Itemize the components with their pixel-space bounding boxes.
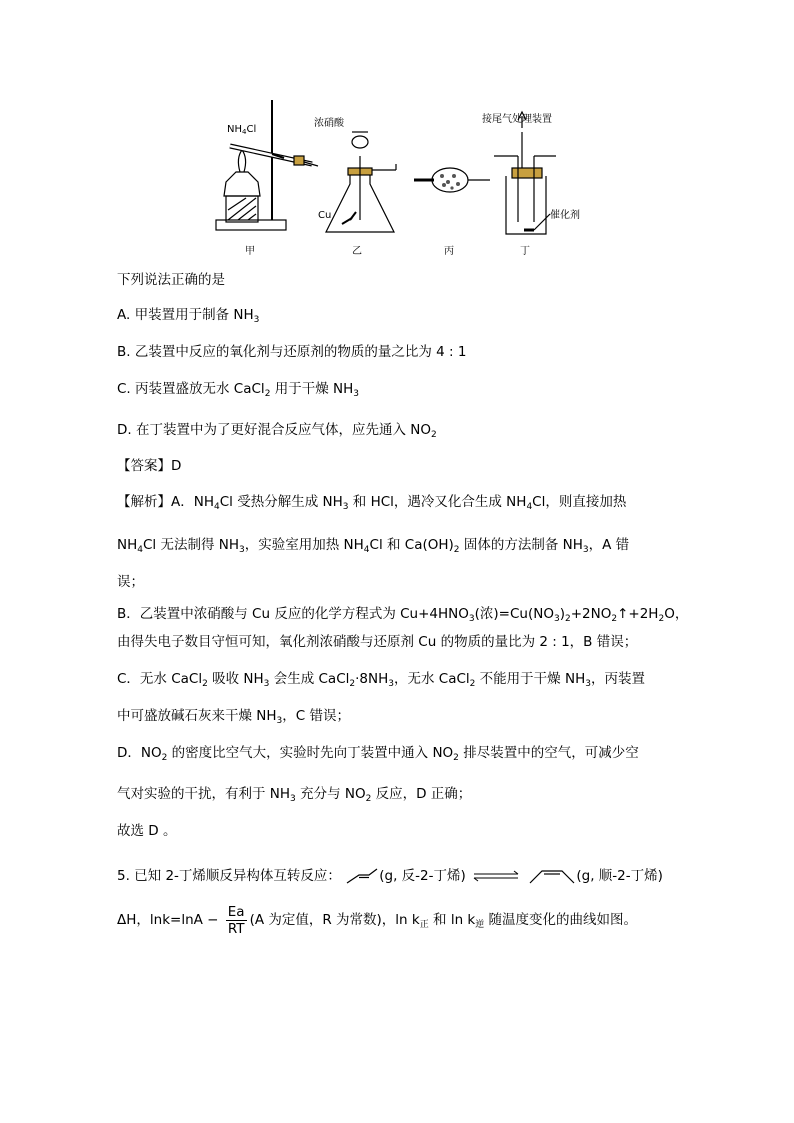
- analysis-line-3: 误；: [117, 574, 144, 590]
- flame: [238, 150, 245, 172]
- q5-end: 随温度变化的曲线如图。: [484, 912, 638, 928]
- label-exhaust: 接尾气处理装置: [482, 114, 552, 125]
- trans-butene-structure: [345, 867, 379, 885]
- analysis-line-6: C．无水 CaCl$_2$ 吸收 $NH_3$ 会生成 $CaCl_2\cdot 8NH_3$，无水 CaCl$_2$ 不能用于干燥 $NH_3$，丙装置: [117, 671, 645, 689]
- q5-rest: (A 为定值，R 为常数)，ln k: [249, 912, 420, 928]
- fraction-denominator: RT: [227, 920, 245, 937]
- option-d: [117, 420, 437, 440]
- ea-rt-fraction: [226, 904, 247, 937]
- k-forward-sub: 正: [419, 920, 429, 930]
- label-nitric: 浓硝酸: [314, 118, 344, 129]
- answer-value: D: [171, 458, 182, 474]
- analysis-head: 【解析】A．: [117, 494, 194, 510]
- alcohol-lamp: [224, 172, 260, 196]
- stopper: [294, 156, 304, 165]
- option-c-mid: 用于干燥 NH: [270, 381, 354, 397]
- analysis-line-9: 气对实验的干扰，有利于 $NH_3$ 充分与 $NO_2$ 反应，D 正确；: [117, 786, 472, 804]
- answer-label: 【答案】: [117, 458, 171, 474]
- k-reverse-sub: 逆: [475, 920, 485, 930]
- apparatus-figure: [200, 92, 600, 264]
- option-c-sub2: 3: [353, 389, 359, 399]
- label-yi: 乙: [352, 246, 362, 257]
- label-bing: 丙: [444, 246, 454, 257]
- option-a-text: A. 甲装置用于制备 NH: [117, 307, 254, 323]
- q5-trans-label: (g, 反-2-丁烯): [379, 868, 466, 884]
- analysis-line-4: B．乙装置中浓硝酸与 Cu 反应的化学方程式为 $Cu+4HNO_3$(浓)$=Cu(NO_3)_2+2NO_2↑+2H_2O$，: [117, 606, 689, 624]
- q5-head: 5. 已知 2-丁烯顺反异构体互转反应：: [117, 868, 341, 884]
- label-catalyst: 催化剂: [550, 210, 580, 221]
- option-c: [117, 379, 359, 399]
- separatory-funnel: [352, 136, 368, 148]
- option-a: [117, 305, 259, 325]
- option-d-sub: 2: [431, 430, 437, 440]
- drying-tube: [432, 168, 468, 192]
- q5-dh: ΔH，lnk=lnA −: [117, 912, 219, 928]
- option-c-sub1: 2: [264, 389, 271, 399]
- answer-line: [117, 456, 181, 476]
- analysis-line-7: 中可盛放碱石灰来干燥 $NH_3$，C 错误；: [117, 708, 350, 726]
- q5-line-2: [117, 902, 637, 938]
- fraction-numerator: Ea: [227, 903, 245, 920]
- analysis-line-8: D．$NO_2$ 的密度比空气大，实验时先向丁装置中通入 $NO_2$ 排尽装置中的空气，可减少空: [117, 745, 639, 763]
- question-stem: 下列说法正确的是: [117, 272, 225, 288]
- option-b: B. 乙装置中反应的氧化剂与还原剂的物质的量之比为 4 : 1: [117, 344, 467, 360]
- analysis-line-1: 【解析】A．$NH_4Cl$ 受热分解生成 $NH_3$ 和 HCl，遇冷又化合生成 $NH_4Cl$，则直接加热: [117, 494, 627, 512]
- analysis-line-2: $NH_4Cl$ 无法制得 $NH_3$，实验室用加热 $NH_4Cl$ 和 $Ca(OH)_2$ 固体的方法制备 $NH_3$，A 错: [117, 537, 630, 555]
- apparatus-diagram: [200, 92, 600, 264]
- option-d-text: D. 在丁装置中为了更好混合反应气体，应先通入 NO: [117, 422, 431, 438]
- q5-cis-label: (g, 顺-2-丁烯): [576, 868, 663, 884]
- equilibrium-arrow-icon: [470, 866, 524, 886]
- q5-mid: 和 ln k: [428, 912, 476, 928]
- option-a-sub: 3: [253, 315, 260, 325]
- q5-line-1: [117, 866, 663, 886]
- label-cu: Cu: [318, 210, 332, 221]
- cis-butene-structure: [528, 867, 576, 885]
- reaction-bottle: [506, 176, 546, 234]
- label-jia: 甲: [245, 246, 255, 257]
- analysis-line-10: 故选 D 。: [117, 823, 177, 839]
- option-c-text: C. 丙装置盛放无水 CaCl: [117, 381, 265, 397]
- label-nh4cl: $NH_4Cl$: [227, 124, 257, 136]
- label-ding: 丁: [520, 246, 530, 257]
- analysis-line-5: 由得失电子数目守恒可知，氧化剂浓硝酸与还原剂 Cu 的物质的量比为 2 : 1，B 错误；: [117, 634, 638, 650]
